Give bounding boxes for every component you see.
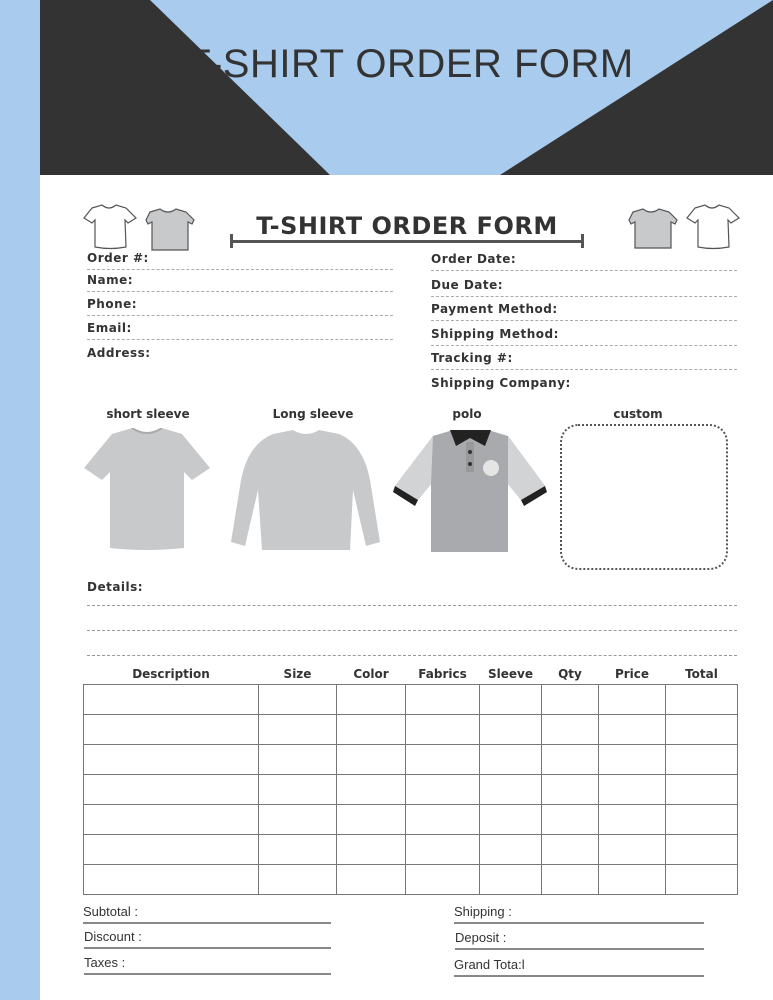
left-blue-strip xyxy=(0,0,40,1000)
shipping-method-field[interactable]: Shipping Method: xyxy=(431,327,737,346)
long-sleeve-shirt[interactable] xyxy=(228,430,383,555)
table-cell[interactable] xyxy=(480,834,542,864)
table-cell[interactable] xyxy=(84,744,259,774)
style-label-polo: polo xyxy=(452,407,482,421)
table-cell[interactable] xyxy=(542,864,599,894)
table-cell[interactable] xyxy=(666,744,738,774)
table-cell[interactable] xyxy=(84,864,259,894)
table-row xyxy=(84,714,738,744)
table-cell[interactable] xyxy=(599,774,666,804)
table-cell[interactable] xyxy=(480,804,542,834)
table-row xyxy=(84,864,738,894)
table-cell[interactable] xyxy=(599,864,666,894)
order-number-field[interactable]: Order #: xyxy=(87,251,393,270)
details-label: Details: xyxy=(87,580,144,594)
table-header xyxy=(84,665,738,684)
table-cell[interactable] xyxy=(480,714,542,744)
table-cell[interactable] xyxy=(480,774,542,804)
table-cell[interactable] xyxy=(599,804,666,834)
table-row xyxy=(84,684,738,714)
style-label-custom: custom xyxy=(613,407,663,421)
table-cell[interactable] xyxy=(406,864,480,894)
table-cell[interactable] xyxy=(406,714,480,744)
name-field[interactable]: Name: xyxy=(87,273,393,292)
tshirt-icons-left xyxy=(80,202,200,252)
style-label-short-sleeve: short sleeve xyxy=(106,407,190,421)
grand-total-field[interactable]: Grand Tota:l xyxy=(454,957,704,977)
banner-triangles xyxy=(40,0,773,175)
table-row xyxy=(84,834,738,864)
table-cell[interactable] xyxy=(337,684,406,714)
table-cell[interactable] xyxy=(84,684,259,714)
col-qty: Qty xyxy=(558,667,582,682)
subtotal-field[interactable]: Subtotal : xyxy=(83,904,331,924)
col-fabrics: Fabrics xyxy=(418,667,467,682)
deposit-field[interactable]: Deposit : xyxy=(455,930,704,950)
table-cell[interactable] xyxy=(542,774,599,804)
details-line[interactable] xyxy=(87,655,737,656)
table-cell[interactable] xyxy=(84,714,259,744)
table-cell[interactable] xyxy=(259,864,337,894)
table-cell[interactable] xyxy=(259,744,337,774)
banner-title: T-SHIRT ORDER FORM xyxy=(186,42,634,86)
table-cell[interactable] xyxy=(406,834,480,864)
tshirt-icons-right xyxy=(625,202,745,252)
table-cell[interactable] xyxy=(542,744,599,774)
table-cell[interactable] xyxy=(337,804,406,834)
order-date-field[interactable]: Order Date: xyxy=(431,252,737,271)
title-underline xyxy=(230,240,584,243)
table-cell[interactable] xyxy=(406,744,480,774)
table-cell[interactable] xyxy=(259,834,337,864)
form-title: T-SHIRT ORDER FORM xyxy=(256,212,558,240)
due-date-field[interactable]: Due Date: xyxy=(431,278,737,297)
table-cell[interactable] xyxy=(406,774,480,804)
col-price: Price xyxy=(614,667,650,682)
payment-method-field[interactable]: Payment Method: xyxy=(431,302,737,321)
table-cell[interactable] xyxy=(337,744,406,774)
table-cell[interactable] xyxy=(259,774,337,804)
address-field[interactable]: Address: xyxy=(87,346,151,360)
table-cell[interactable] xyxy=(337,834,406,864)
table-cell[interactable] xyxy=(666,714,738,744)
table-cell[interactable] xyxy=(666,804,738,834)
col-sleeve: Sleeve xyxy=(488,667,533,682)
table-row xyxy=(84,744,738,774)
table-cell[interactable] xyxy=(542,834,599,864)
table-cell[interactable] xyxy=(84,834,259,864)
table-cell[interactable] xyxy=(259,804,337,834)
table-cell[interactable] xyxy=(84,774,259,804)
table-cell[interactable] xyxy=(666,684,738,714)
table-cell[interactable] xyxy=(259,714,337,744)
tracking-number-field[interactable]: Tracking #: xyxy=(431,351,737,370)
table-cell[interactable] xyxy=(599,684,666,714)
table-cell[interactable] xyxy=(406,804,480,834)
table-cell[interactable] xyxy=(337,774,406,804)
table-cell[interactable] xyxy=(599,714,666,744)
table-cell[interactable] xyxy=(542,714,599,744)
col-total: Total xyxy=(685,667,718,682)
table-cell[interactable] xyxy=(542,684,599,714)
shipping-company-field[interactable]: Shipping Company: xyxy=(431,376,571,390)
table-cell[interactable] xyxy=(666,774,738,804)
table-cell[interactable] xyxy=(480,864,542,894)
order-table xyxy=(83,665,738,895)
table-cell[interactable] xyxy=(599,834,666,864)
shipping-field[interactable]: Shipping : xyxy=(454,904,704,924)
col-description: Description xyxy=(132,667,210,682)
short-sleeve-shirt[interactable] xyxy=(84,428,214,553)
table-cell[interactable] xyxy=(337,864,406,894)
table-cell[interactable] xyxy=(480,684,542,714)
table-row xyxy=(84,774,738,804)
table-cell[interactable] xyxy=(666,834,738,864)
table-cell[interactable] xyxy=(480,744,542,774)
custom-design-box[interactable] xyxy=(560,424,728,570)
discount-field[interactable]: Discount : xyxy=(84,929,331,949)
table-cell[interactable] xyxy=(337,714,406,744)
style-label-long-sleeve: Long sleeve xyxy=(272,407,354,421)
email-field[interactable]: Email: xyxy=(87,321,393,340)
table-cell[interactable] xyxy=(259,684,337,714)
table-cell[interactable] xyxy=(406,684,480,714)
details-line[interactable] xyxy=(87,605,737,606)
col-color: Color xyxy=(353,667,389,682)
taxes-field[interactable]: Taxes : xyxy=(84,955,331,975)
table-cell[interactable] xyxy=(84,804,259,834)
phone-field[interactable]: Phone: xyxy=(87,297,393,316)
table-cell[interactable] xyxy=(542,804,599,834)
header-banner xyxy=(40,0,773,175)
table-cell[interactable] xyxy=(599,744,666,774)
details-line[interactable] xyxy=(87,630,737,631)
col-size: Size xyxy=(283,667,312,682)
table-row xyxy=(84,804,738,834)
polo-shirt[interactable] xyxy=(393,428,548,553)
table-cell[interactable] xyxy=(666,864,738,894)
